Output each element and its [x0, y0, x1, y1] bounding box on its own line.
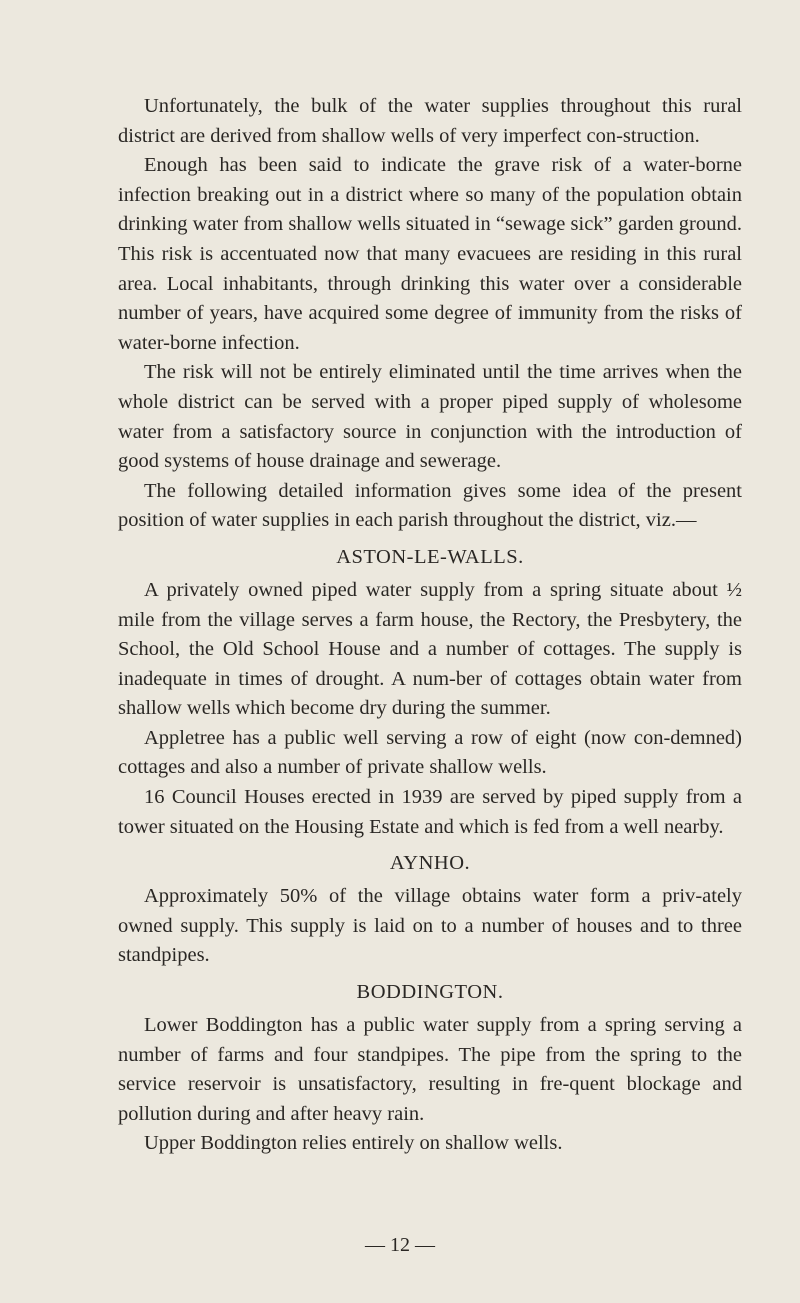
- aynho-paragraph-1: Approximately 50% of the village obtains water form a priv-ately owned supply. This supply is laid on to a number of houses and to three standpipes.: [118, 885, 742, 967]
- section-heading-boddington: BODDINGTON.: [356, 981, 504, 1004]
- intro-paragraph-4: The following detailed information gives some idea of the present position of water supplies in each parish throughout the district, viz.—: [118, 479, 742, 532]
- boddington-paragraph-1: Lower Boddington has a public water supply from a spring serving a number of farms and four standpipes. The pipe from the spring to the service reservoir is unsatisfactory, resulting in fre-quent blockage and pollution during and after heavy rain.: [118, 1014, 742, 1125]
- intro-paragraph-2: Enough has been said to indicate the grave risk of a water-borne infection breaking out in a district where so many of the population obtain drinking water from shallow wells situated in “sewage sick” garden ground. This risk is accentuated now that many evacuees are residing in this rural area. Local inhabitants, through drinking this water over a considerable number of years, have acquired some degree of immunity from the risks of water-borne infection.: [118, 154, 742, 354]
- document-body: [118, 92, 742, 1159]
- aston-paragraph-3: 16 Council Houses erected in 1939 are served by piped supply from a tower situated on the Housing Estate and which is fed from a well nearby.: [118, 786, 742, 838]
- aston-paragraph-1: A privately owned piped water supply from a spring situate about ½ mile from the village serves a farm house, the Rectory, the Presbytery, the School, the Old School House and a number of cottages. The supply is inadequate in times of drought. A num-ber of cottages obtain water from shallow wells which become dry during the summer.: [118, 578, 742, 720]
- page-number: — 12 —: [365, 1234, 435, 1256]
- intro-paragraph-1: Unfortunately, the bulk of the water supplies throughout this rural district are derived from shallow wells of very imperfect con-struction.: [118, 95, 742, 147]
- section-heading-aston-le-walls: ASTON-LE-WALLS.: [336, 545, 524, 568]
- boddington-paragraph-2: Upper Boddington relies entirely on shallow wells.: [144, 1132, 563, 1155]
- aston-paragraph-2: Appletree has a public well serving a row of eight (now con-demned) cottages and also a number of private shallow wells.: [118, 726, 742, 779]
- section-heading-aynho: AYNHO.: [389, 852, 471, 875]
- intro-paragraph-3: The risk will not be entirely eliminated until the time arrives when the whole district can be served with a proper piped supply of wholesome water from a satisfactory source in conjunction with the introduction of good systems of house drainage and sewerage.: [118, 361, 742, 473]
